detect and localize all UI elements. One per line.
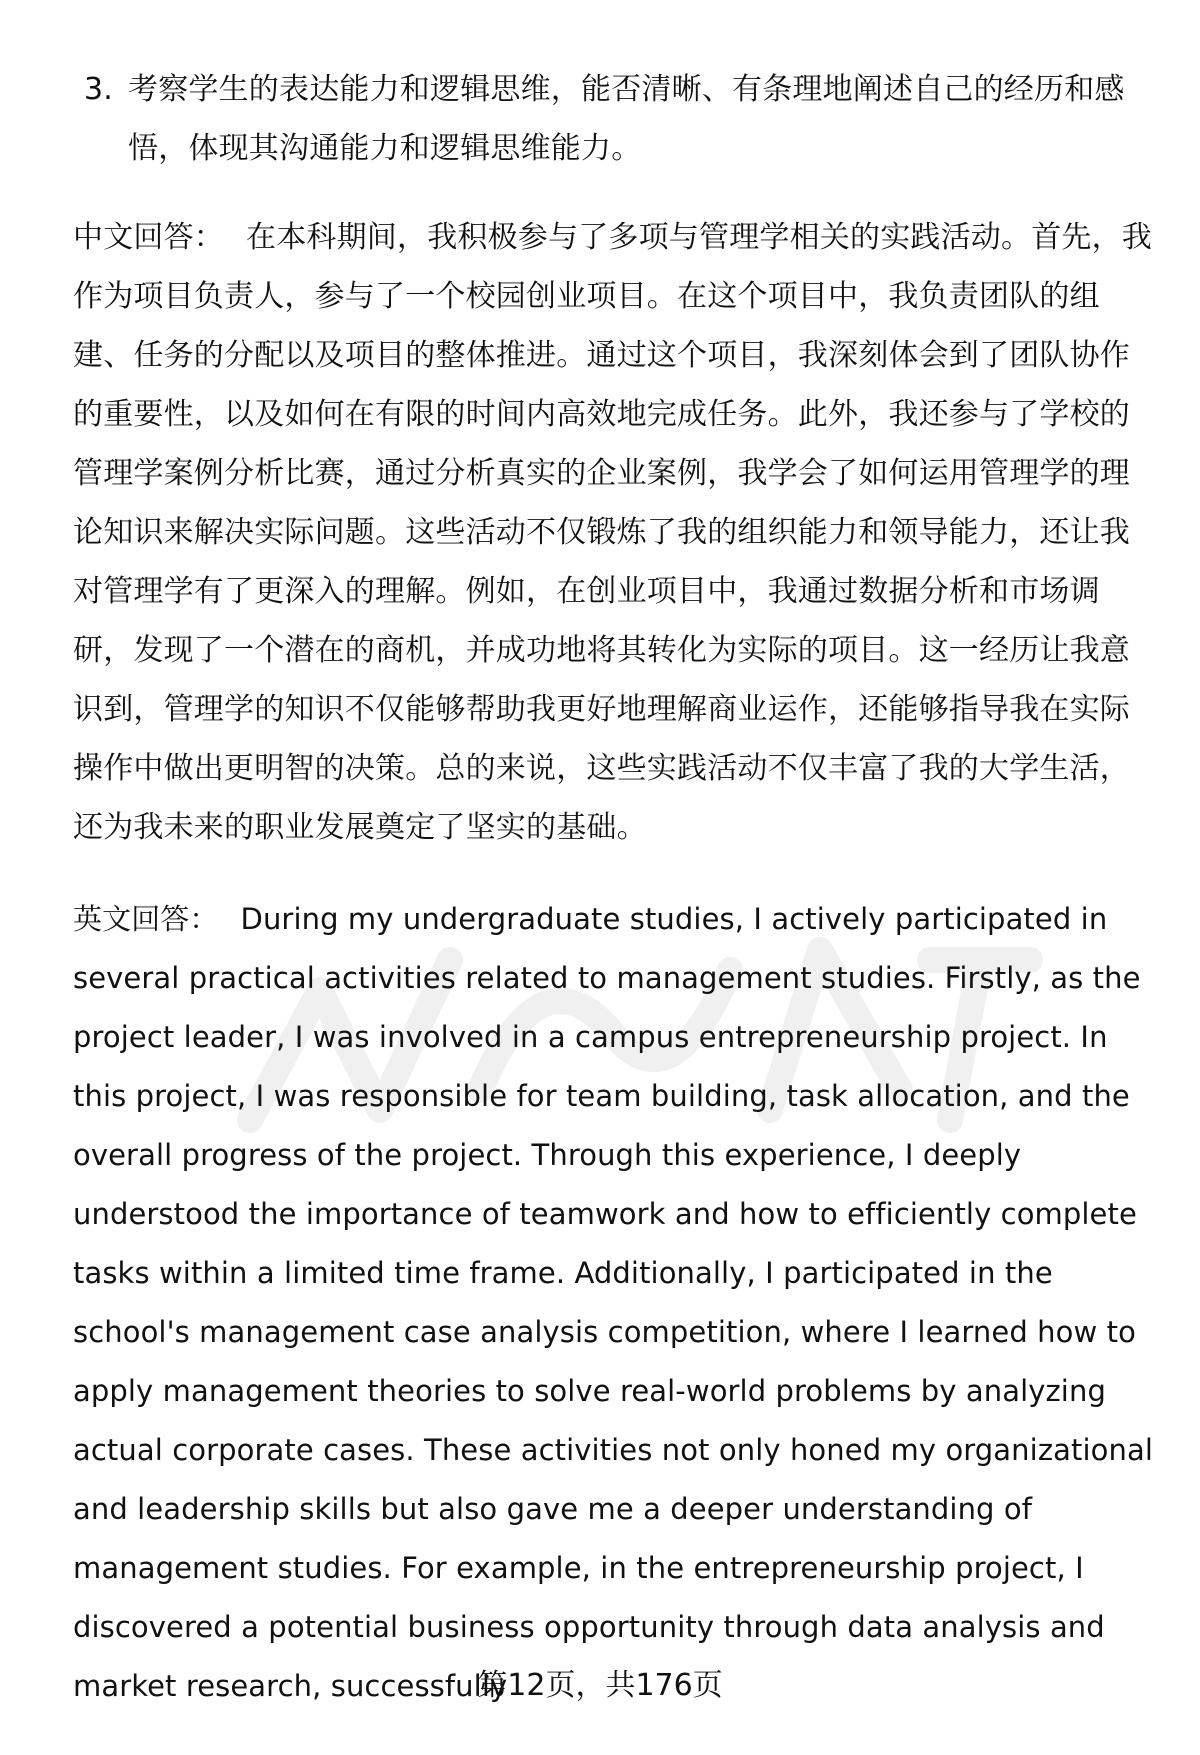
english-answer-text: During my undergraduate studies, I actively participated in several practical activities related to management studies. Firstly, as the project leader, I was involved in a campus entrepreneurship project. In this project, I was responsible for team building, task allocation, and the overall progress of the project. Through this experience, I deeply understood the importance of teamwork and how to efficiently complete tasks within a limited time frame. Additionally, I participated in the school's management case analysis competition, where I learned how to apply management theories to solve real-world problems by analyzing actual corporate cases. These activities not only honed my organizational and leadership skills but also gave me a deeper understanding of management studies. For example, in the entrepreneurship project, I discovered a potential business opportunity through data analysis and market research, successfully [73, 902, 1153, 1703]
english-answer-label: 英文回答： [73, 902, 219, 936]
chinese-answer-label: 中文回答： [73, 220, 224, 255]
english-answer-paragraph [73, 890, 1155, 1716]
item-number: 3. [84, 72, 114, 107]
item-text: 考察学生的表达能力和逻辑思维，能否清晰、有条理地阐述自己的经历和感悟，体现其沟通能力和逻辑思维能力。 [128, 72, 1125, 166]
chinese-answer-paragraph [73, 208, 1155, 857]
page-footer: 第12页，共176页 [477, 1668, 723, 1703]
question-item [84, 60, 1144, 178]
chinese-answer-text: 在本科期间，我积极参与了多项与管理学相关的实践活动。首先，我作为项目负责人，参与了一个校园创业项目。在这个项目中，我负责团队的组建、任务的分配以及项目的整体推进。通过这个项目，我深刻体会到了团队协作的重要性，以及如何在有限的时间内高效地完成任务。此外，我还参与了学校的管理学案例分析比赛，通过分析真实的企业案例，我学会了如何运用管理学的理论知识来解决实际问题。这些活动不仅锻炼了我的组织能力和领导能力，还让我对管理学有了更深入的理解。例如，在创业项目中，我通过数据分析和市场调研，发现了一个潜在的商机，并成功地将其转化为实际的项目。这一经历让我意识到，管理学的知识不仅能够帮助我更好地理解商业运作，还能够指导我在实际操作中做出更明智的决策。总的来说，这些实践活动不仅丰富了我的大学生活，还为我未来的职业发展奠定了坚实的基础。 [73, 220, 1152, 845]
